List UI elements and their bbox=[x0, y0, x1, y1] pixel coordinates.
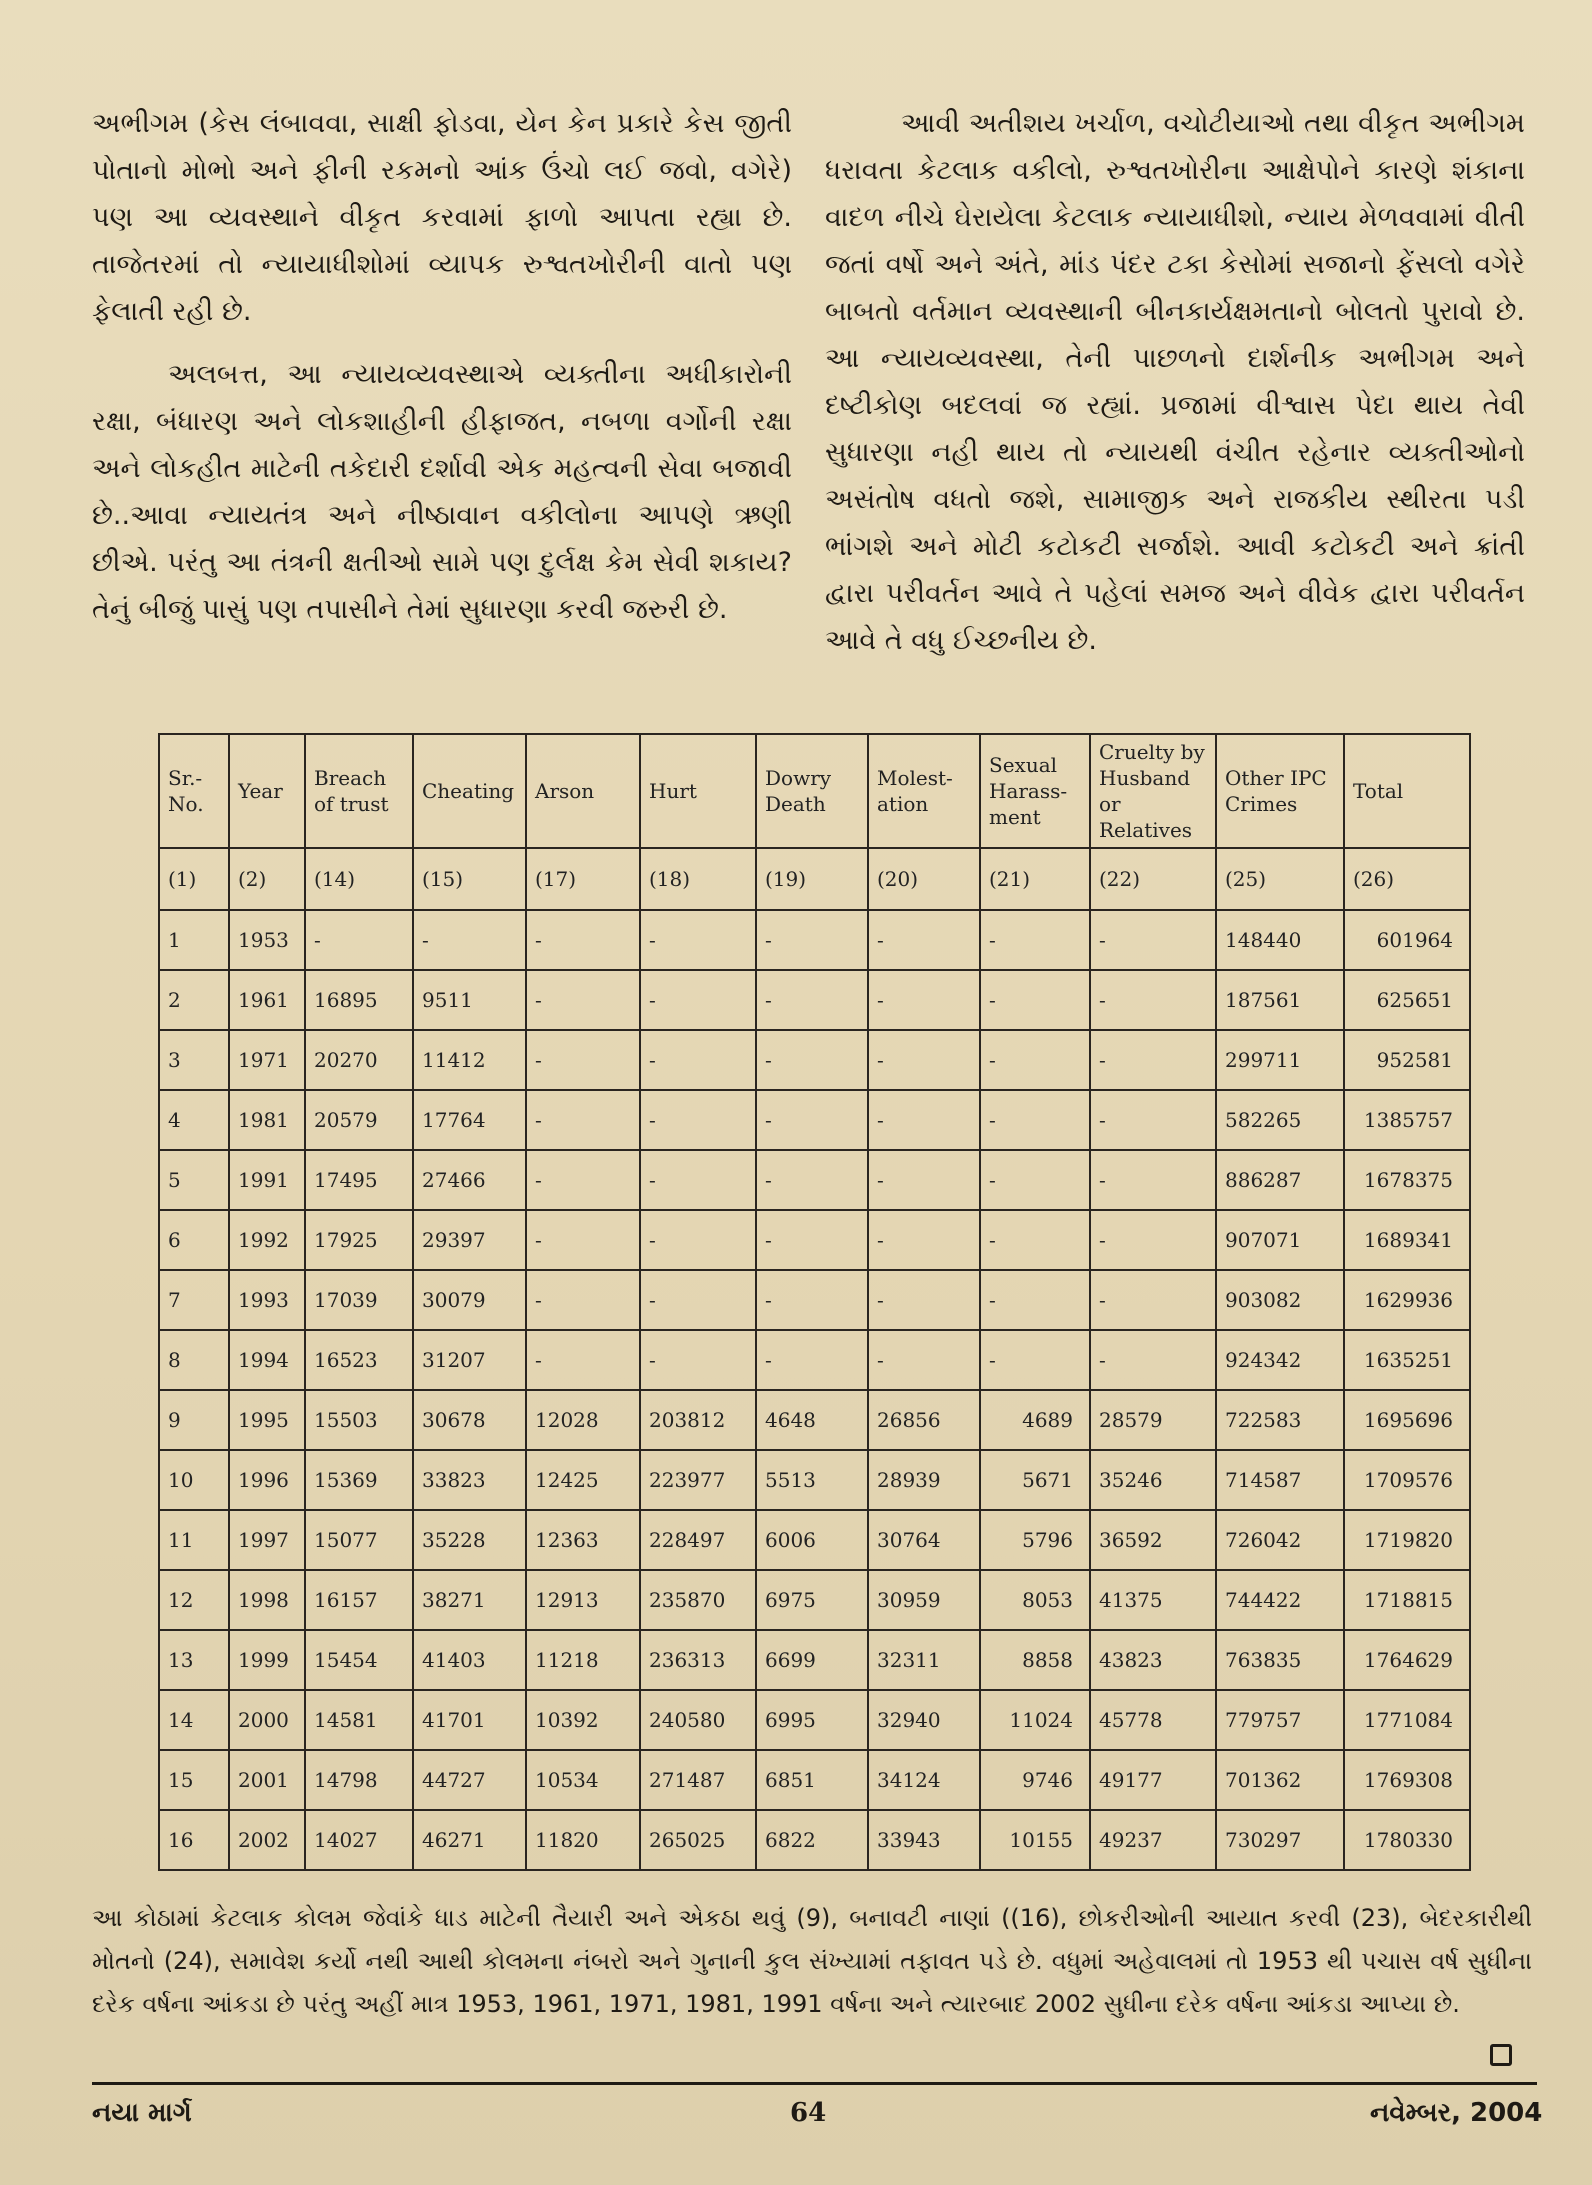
cell-hurt: - bbox=[640, 910, 756, 970]
cell-molestation: 34124 bbox=[868, 1750, 980, 1810]
cell-arson: 12913 bbox=[526, 1570, 640, 1630]
table-row bbox=[159, 1570, 1470, 1630]
cell-arson: - bbox=[526, 1270, 640, 1330]
cell-hurt: - bbox=[640, 1150, 756, 1210]
cell-breach-of-trust: 14027 bbox=[305, 1810, 413, 1870]
cell-total: 601964 bbox=[1344, 910, 1470, 970]
table-row bbox=[159, 1450, 1470, 1510]
cell-total: 1678375 bbox=[1344, 1150, 1470, 1210]
cell-dowry-death: 6995 bbox=[756, 1690, 868, 1750]
column-number: (14) bbox=[305, 848, 413, 910]
cell-total: 1718815 bbox=[1344, 1570, 1470, 1630]
cell-other-ipc-crimes: 924342 bbox=[1216, 1330, 1344, 1390]
cell-cruelty-by-husband: 49177 bbox=[1090, 1750, 1216, 1810]
cell-other-ipc-crimes: 907071 bbox=[1216, 1210, 1344, 1270]
cell-year: 1992 bbox=[229, 1210, 305, 1270]
cell-molestation: - bbox=[868, 1030, 980, 1090]
column-number: (1) bbox=[159, 848, 229, 910]
cell-cruelty-by-husband: 43823 bbox=[1090, 1630, 1216, 1690]
cell-sexual-harassment: - bbox=[980, 1330, 1090, 1390]
cell-sexual-harassment: 5671 bbox=[980, 1450, 1090, 1510]
cell-other-ipc-crimes: 779757 bbox=[1216, 1690, 1344, 1750]
cell-sr-no: 4 bbox=[159, 1090, 229, 1150]
cell-dowry-death: - bbox=[756, 910, 868, 970]
cell-dowry-death: - bbox=[756, 1150, 868, 1210]
cell-year: 1996 bbox=[229, 1450, 305, 1510]
table-row bbox=[159, 1810, 1470, 1870]
cell-sexual-harassment: - bbox=[980, 1150, 1090, 1210]
cell-molestation: - bbox=[868, 1210, 980, 1270]
cell-dowry-death: - bbox=[756, 1030, 868, 1090]
cell-year: 1998 bbox=[229, 1570, 305, 1630]
cell-hurt: 203812 bbox=[640, 1390, 756, 1450]
cell-cruelty-by-husband: 45778 bbox=[1090, 1690, 1216, 1750]
cell-molestation: 33943 bbox=[868, 1810, 980, 1870]
column-number: (22) bbox=[1090, 848, 1216, 910]
cell-molestation: 28939 bbox=[868, 1450, 980, 1510]
table-header-row bbox=[159, 734, 1470, 848]
cell-arson: - bbox=[526, 1210, 640, 1270]
column-number: (25) bbox=[1216, 848, 1344, 910]
cell-breach-of-trust: 15454 bbox=[305, 1630, 413, 1690]
cell-total: 1635251 bbox=[1344, 1330, 1470, 1390]
cell-cruelty-by-husband: - bbox=[1090, 1090, 1216, 1150]
cell-cheating: 31207 bbox=[413, 1330, 526, 1390]
cell-year: 1994 bbox=[229, 1330, 305, 1390]
cell-sr-no: 3 bbox=[159, 1030, 229, 1090]
header-cruelty-by-husband: Cruelty by Husband or Relatives bbox=[1090, 734, 1216, 848]
cell-cheating: 30678 bbox=[413, 1390, 526, 1450]
cell-cruelty-by-husband: - bbox=[1090, 970, 1216, 1030]
cell-dowry-death: 4648 bbox=[756, 1390, 868, 1450]
crime-statistics-table-wrapper bbox=[158, 733, 1471, 1871]
cell-sr-no: 9 bbox=[159, 1390, 229, 1450]
cell-arson: - bbox=[526, 1030, 640, 1090]
cell-sr-no: 14 bbox=[159, 1690, 229, 1750]
table-row bbox=[159, 1690, 1470, 1750]
column-number: (20) bbox=[868, 848, 980, 910]
cell-molestation: - bbox=[868, 1090, 980, 1150]
crime-statistics-table bbox=[158, 733, 1471, 1871]
column-number: (15) bbox=[413, 848, 526, 910]
end-of-article-square-icon bbox=[1490, 2044, 1512, 2066]
cell-cheating: 9511 bbox=[413, 970, 526, 1030]
cell-dowry-death: - bbox=[756, 1090, 868, 1150]
cell-cheating: 35228 bbox=[413, 1510, 526, 1570]
cell-other-ipc-crimes: 299711 bbox=[1216, 1030, 1344, 1090]
cell-other-ipc-crimes: 187561 bbox=[1216, 970, 1344, 1030]
cell-cruelty-by-husband: 36592 bbox=[1090, 1510, 1216, 1570]
header-total: Total bbox=[1344, 734, 1470, 848]
cell-hurt: - bbox=[640, 1330, 756, 1390]
cell-breach-of-trust: 15369 bbox=[305, 1450, 413, 1510]
cell-arson: - bbox=[526, 970, 640, 1030]
cell-arson: 10392 bbox=[526, 1690, 640, 1750]
cell-sr-no: 11 bbox=[159, 1510, 229, 1570]
cell-other-ipc-crimes: 726042 bbox=[1216, 1510, 1344, 1570]
cell-molestation: 32940 bbox=[868, 1690, 980, 1750]
cell-arson: 10534 bbox=[526, 1750, 640, 1810]
cell-cruelty-by-husband: - bbox=[1090, 1330, 1216, 1390]
cell-dowry-death: - bbox=[756, 1210, 868, 1270]
cell-sexual-harassment: 10155 bbox=[980, 1810, 1090, 1870]
cell-hurt: - bbox=[640, 1090, 756, 1150]
table-footnote: આ કોઠામાં કેટલાક કોલમ જેવાંકે ધાડ માટેની તૈયારી અને એકઠા થવું (9), બનાવટી નાણાં ((16), છોકરીઓની આયાત કરવી (23), બેદરકારીથી મોતનો (24), સમાવેશ કર્યો નથી આથી કોલમના નંબરો અને ગુનાની કુલ સંખ્યામાં તફાવત પડે છે. વધુમાં અહેવાલમાં તો 1953 થી પચાસ વર્ષ સુધીના દરેક વર્ષના આંકડા છે પરંતુ અહીં માત્ર 1953, 1961, 1971, 1981, 1991 વર્ષના અને ત્યારબાદ 2002 સુધીના દરેક વર્ષના આંકડા આપ્યા છે. bbox=[92, 1904, 1532, 2018]
cell-cheating: 29397 bbox=[413, 1210, 526, 1270]
right-text-column bbox=[825, 100, 1525, 680]
cell-cruelty-by-husband: - bbox=[1090, 1030, 1216, 1090]
cell-sr-no: 8 bbox=[159, 1330, 229, 1390]
cell-sexual-harassment: 4689 bbox=[980, 1390, 1090, 1450]
cell-dowry-death: - bbox=[756, 1270, 868, 1330]
cell-sr-no: 10 bbox=[159, 1450, 229, 1510]
cell-total: 1385757 bbox=[1344, 1090, 1470, 1150]
cell-other-ipc-crimes: 903082 bbox=[1216, 1270, 1344, 1330]
cell-year: 1981 bbox=[229, 1090, 305, 1150]
cell-year: 1997 bbox=[229, 1510, 305, 1570]
cell-breach-of-trust: 14798 bbox=[305, 1750, 413, 1810]
left-paragraph-1: અભીગમ (કેસ લંબાવવા, સાક્ષી ફોડવા, યેન કેન પ્રકારે કેસ જીતી પોતાનો મોભો અને ફીની રકમનો આંક ઉંચો લઈ જવો, વગેરે) પણ આ વ્યવસ્થાને વીકૃત કરવામાં ફાળો આપતા રહ્યા છે. તાજેતરમાં તો ન્યાયાધીશોમાં વ્યાપક રુશ્વતખોરીની વાતો પણ ફેલાતી રહી છે. bbox=[92, 108, 792, 327]
left-paragraph-2: અલબત્ત, આ ન્યાયવ્યવસ્થાએ વ્યક્તીના અધીકારોની રક્ષા, બંધારણ અને લોકશાહીની હીફાજત, નબળા વર્ગોની રક્ષા અને લોકહીત માટેની તકેદારી દર્શાવી એક મહત્વની સેવા બજાવી છે..આવા ન્યાયતંત્ર અને નીષ્ઠાવાન વકીલોના આપણે ઋણી છીએ. પરંતુ આ તંત્રની ક્ષતીઓ સામે પણ દુર્લક્ષ કેમ સેવી શકાય? તેનું બીજું પાસું પણ તપાસીને તેમાં સુધારણા કરવી જરુરી છે. bbox=[92, 359, 792, 625]
cell-sexual-harassment: - bbox=[980, 910, 1090, 970]
cell-breach-of-trust: 20270 bbox=[305, 1030, 413, 1090]
cell-breach-of-trust: 17495 bbox=[305, 1150, 413, 1210]
column-number: (26) bbox=[1344, 848, 1470, 910]
table-row bbox=[159, 910, 1470, 970]
cell-arson: 12425 bbox=[526, 1450, 640, 1510]
cell-hurt: - bbox=[640, 1270, 756, 1330]
column-number: (17) bbox=[526, 848, 640, 910]
cell-year: 2000 bbox=[229, 1690, 305, 1750]
cell-dowry-death: - bbox=[756, 970, 868, 1030]
cell-molestation: 26856 bbox=[868, 1390, 980, 1450]
cell-cheating: 11412 bbox=[413, 1030, 526, 1090]
cell-arson: - bbox=[526, 1150, 640, 1210]
column-number-row bbox=[159, 848, 1470, 910]
cell-sexual-harassment: 8053 bbox=[980, 1570, 1090, 1630]
header-year: Year bbox=[229, 734, 305, 848]
cell-hurt: 240580 bbox=[640, 1690, 756, 1750]
table-row bbox=[159, 1090, 1470, 1150]
cell-year: 1999 bbox=[229, 1630, 305, 1690]
cell-breach-of-trust: 17039 bbox=[305, 1270, 413, 1330]
cell-hurt: 223977 bbox=[640, 1450, 756, 1510]
cell-arson: 11218 bbox=[526, 1630, 640, 1690]
cell-year: 2002 bbox=[229, 1810, 305, 1870]
cell-year: 1995 bbox=[229, 1390, 305, 1450]
cell-arson: - bbox=[526, 1090, 640, 1150]
cell-total: 1771084 bbox=[1344, 1690, 1470, 1750]
cell-cheating: 38271 bbox=[413, 1570, 526, 1630]
cell-arson: 12028 bbox=[526, 1390, 640, 1450]
cell-molestation: - bbox=[868, 1150, 980, 1210]
cell-molestation: 30959 bbox=[868, 1570, 980, 1630]
cell-hurt: 228497 bbox=[640, 1510, 756, 1570]
footer-magazine-name: નયા માર્ગ bbox=[92, 2098, 192, 2128]
cell-breach-of-trust: - bbox=[305, 910, 413, 970]
table-body bbox=[159, 848, 1470, 1870]
header-sr-no: Sr.-No. bbox=[159, 734, 229, 848]
cell-total: 1769308 bbox=[1344, 1750, 1470, 1810]
table-row bbox=[159, 1630, 1470, 1690]
cell-molestation: - bbox=[868, 910, 980, 970]
cell-hurt: - bbox=[640, 970, 756, 1030]
left-text-column bbox=[92, 100, 792, 649]
cell-cheating: 27466 bbox=[413, 1150, 526, 1210]
cell-molestation: - bbox=[868, 970, 980, 1030]
cell-cruelty-by-husband: - bbox=[1090, 1210, 1216, 1270]
cell-sr-no: 13 bbox=[159, 1630, 229, 1690]
cell-other-ipc-crimes: 722583 bbox=[1216, 1390, 1344, 1450]
cell-sr-no: 6 bbox=[159, 1210, 229, 1270]
cell-total: 1764629 bbox=[1344, 1630, 1470, 1690]
cell-molestation: - bbox=[868, 1270, 980, 1330]
cell-dowry-death: 5513 bbox=[756, 1450, 868, 1510]
cell-arson: - bbox=[526, 1330, 640, 1390]
cell-total: 1629936 bbox=[1344, 1270, 1470, 1330]
cell-total: 1709576 bbox=[1344, 1450, 1470, 1510]
cell-cheating: 41701 bbox=[413, 1690, 526, 1750]
cell-total: 1689341 bbox=[1344, 1210, 1470, 1270]
cell-sr-no: 2 bbox=[159, 970, 229, 1030]
cell-year: 1993 bbox=[229, 1270, 305, 1330]
table-row bbox=[159, 1330, 1470, 1390]
table-row bbox=[159, 1270, 1470, 1330]
cell-arson: 12363 bbox=[526, 1510, 640, 1570]
cell-cruelty-by-husband: 41375 bbox=[1090, 1570, 1216, 1630]
table-row bbox=[159, 1750, 1470, 1810]
cell-total: 952581 bbox=[1344, 1030, 1470, 1090]
footer-issue-date: નવેમ્બર, 2004 bbox=[1370, 2098, 1543, 2128]
cell-cruelty-by-husband: - bbox=[1090, 910, 1216, 970]
column-number: (19) bbox=[756, 848, 868, 910]
cell-sr-no: 12 bbox=[159, 1570, 229, 1630]
cell-sr-no: 7 bbox=[159, 1270, 229, 1330]
header-arson: Arson bbox=[526, 734, 640, 848]
cell-sexual-harassment: - bbox=[980, 1210, 1090, 1270]
cell-sexual-harassment: - bbox=[980, 1270, 1090, 1330]
cell-year: 1961 bbox=[229, 970, 305, 1030]
cell-breach-of-trust: 16157 bbox=[305, 1570, 413, 1630]
table-row bbox=[159, 970, 1470, 1030]
header-hurt: Hurt bbox=[640, 734, 756, 848]
cell-cruelty-by-husband: 35246 bbox=[1090, 1450, 1216, 1510]
cell-cheating: 33823 bbox=[413, 1450, 526, 1510]
cell-cruelty-by-husband: - bbox=[1090, 1150, 1216, 1210]
footer-page-number: 64 bbox=[790, 2098, 827, 2128]
cell-dowry-death: 6006 bbox=[756, 1510, 868, 1570]
cell-year: 1991 bbox=[229, 1150, 305, 1210]
cell-other-ipc-crimes: 582265 bbox=[1216, 1090, 1344, 1150]
cell-sr-no: 5 bbox=[159, 1150, 229, 1210]
cell-breach-of-trust: 15503 bbox=[305, 1390, 413, 1450]
column-number: (21) bbox=[980, 848, 1090, 910]
cell-dowry-death: 6822 bbox=[756, 1810, 868, 1870]
header-other-ipc-crimes: Other IPC Crimes bbox=[1216, 734, 1344, 848]
cell-hurt: - bbox=[640, 1210, 756, 1270]
cell-breach-of-trust: 16523 bbox=[305, 1330, 413, 1390]
cell-cruelty-by-husband: - bbox=[1090, 1270, 1216, 1330]
cell-breach-of-trust: 16895 bbox=[305, 970, 413, 1030]
cell-cruelty-by-husband: 49237 bbox=[1090, 1810, 1216, 1870]
cell-sexual-harassment: 11024 bbox=[980, 1690, 1090, 1750]
cell-total: 1719820 bbox=[1344, 1510, 1470, 1570]
cell-sexual-harassment: - bbox=[980, 970, 1090, 1030]
cell-breach-of-trust: 14581 bbox=[305, 1690, 413, 1750]
cell-other-ipc-crimes: 730297 bbox=[1216, 1810, 1344, 1870]
cell-cheating: - bbox=[413, 910, 526, 970]
header-cheating: Cheating bbox=[413, 734, 526, 848]
cell-dowry-death: 6975 bbox=[756, 1570, 868, 1630]
cell-sexual-harassment: - bbox=[980, 1090, 1090, 1150]
cell-other-ipc-crimes: 701362 bbox=[1216, 1750, 1344, 1810]
cell-hurt: 236313 bbox=[640, 1630, 756, 1690]
cell-sexual-harassment: 5796 bbox=[980, 1510, 1090, 1570]
cell-total: 1695696 bbox=[1344, 1390, 1470, 1450]
cell-breach-of-trust: 15077 bbox=[305, 1510, 413, 1570]
table-row bbox=[159, 1390, 1470, 1450]
column-number: (2) bbox=[229, 848, 305, 910]
header-breach-of-trust: Breach of trust bbox=[305, 734, 413, 848]
cell-molestation: 32311 bbox=[868, 1630, 980, 1690]
cell-dowry-death: 6851 bbox=[756, 1750, 868, 1810]
cell-sexual-harassment: 9746 bbox=[980, 1750, 1090, 1810]
cell-cruelty-by-husband: 28579 bbox=[1090, 1390, 1216, 1450]
cell-hurt: 265025 bbox=[640, 1810, 756, 1870]
cell-cheating: 41403 bbox=[413, 1630, 526, 1690]
cell-breach-of-trust: 20579 bbox=[305, 1090, 413, 1150]
cell-sexual-harassment: - bbox=[980, 1030, 1090, 1090]
cell-sr-no: 15 bbox=[159, 1750, 229, 1810]
table-row bbox=[159, 1150, 1470, 1210]
cell-total: 1780330 bbox=[1344, 1810, 1470, 1870]
cell-molestation: 30764 bbox=[868, 1510, 980, 1570]
cell-cheating: 30079 bbox=[413, 1270, 526, 1330]
cell-hurt: 271487 bbox=[640, 1750, 756, 1810]
cell-year: 2001 bbox=[229, 1750, 305, 1810]
cell-arson: 11820 bbox=[526, 1810, 640, 1870]
cell-other-ipc-crimes: 148440 bbox=[1216, 910, 1344, 970]
cell-breach-of-trust: 17925 bbox=[305, 1210, 413, 1270]
cell-cheating: 17764 bbox=[413, 1090, 526, 1150]
cell-other-ipc-crimes: 714587 bbox=[1216, 1450, 1344, 1510]
cell-cheating: 44727 bbox=[413, 1750, 526, 1810]
cell-sr-no: 16 bbox=[159, 1810, 229, 1870]
cell-molestation: - bbox=[868, 1330, 980, 1390]
cell-dowry-death: - bbox=[756, 1330, 868, 1390]
table-row bbox=[159, 1510, 1470, 1570]
cell-cheating: 46271 bbox=[413, 1810, 526, 1870]
cell-sexual-harassment: 8858 bbox=[980, 1630, 1090, 1690]
header-dowry-death: Dowry Death bbox=[756, 734, 868, 848]
right-paragraph-1: આવી અતીશય ખર્ચાળ, વચોટીયાઓ તથા વીકૃત અભીગમ ધરાવતા કેટલાક વકીલો, રુશ્વતખોરીના આક્ષેપોને કારણે શંકાના વાદળ નીચે ઘેરાયેલા કેટલાક ન્યાયાધીશો, ન્યાય મેળવવામાં વીતી જતાં વર્ષો અને અંતે, માંડ પંદર ટકા કેસોમાં સજાનો ફેંસલો વગેરે બાબતો વર્તમાન વ્યવસ્થાની બીનકાર્યક્ષમતાનો બોલતો પુરાવો છે. આ ન્યાયવ્યવસ્થા, તેની પાછળનો દાર્શનીક અભીગમ અને દષ્ટીકોણ બદલવાં જ રહ્યાં. પ્રજામાં વીશ્વાસ પેદા થાય તેવી સુધારણા નહી થાય તો ન્યાયથી વંચીત રહેનાર વ્યક્તીઓનો અસંતોષ વધતો જશે, સામાજીક અને રાજકીય સ્થીરતા પડી ભાંગશે અને મોટી કટોકટી સર્જાશે. આવી કટોકટી અને ક્રાંતી દ્વારા પરીવર્તન આવે તે પહેલાં સમજ અને વીવેક દ્વારા પરીવર્તન આવે તે વધુ ઈચ્છનીય છે. bbox=[825, 108, 1525, 656]
cell-other-ipc-crimes: 744422 bbox=[1216, 1570, 1344, 1630]
cell-year: 1953 bbox=[229, 910, 305, 970]
table-row bbox=[159, 1210, 1470, 1270]
cell-other-ipc-crimes: 763835 bbox=[1216, 1630, 1344, 1690]
header-sexual-harassment: Sexual Harass-ment bbox=[980, 734, 1090, 848]
footer-rule bbox=[92, 2082, 1537, 2085]
column-number: (18) bbox=[640, 848, 756, 910]
table-row bbox=[159, 1030, 1470, 1090]
cell-dowry-death: 6699 bbox=[756, 1630, 868, 1690]
cell-sr-no: 1 bbox=[159, 910, 229, 970]
cell-other-ipc-crimes: 886287 bbox=[1216, 1150, 1344, 1210]
header-molestation: Molest-ation bbox=[868, 734, 980, 848]
cell-arson: - bbox=[526, 910, 640, 970]
cell-hurt: - bbox=[640, 1030, 756, 1090]
cell-year: 1971 bbox=[229, 1030, 305, 1090]
cell-total: 625651 bbox=[1344, 970, 1470, 1030]
cell-hurt: 235870 bbox=[640, 1570, 756, 1630]
